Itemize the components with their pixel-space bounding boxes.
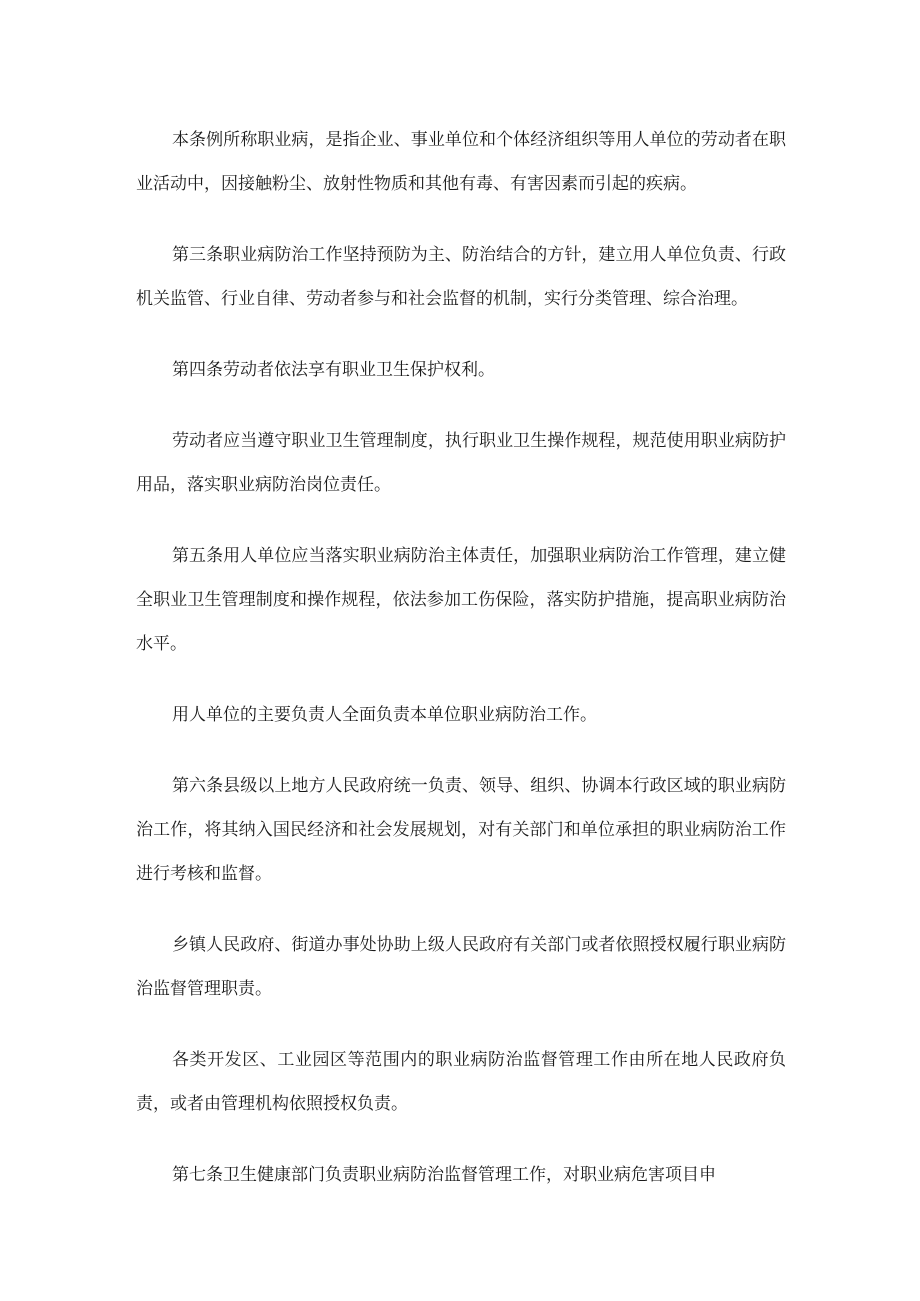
paragraph-article-3: 第三条职业病防治工作坚持预防为主、防治结合的方针，建立用人单位负责、行政机关监管、行业自律、劳动者参与和社会监督的机制，实行分类管理、综合治理。 bbox=[136, 245, 786, 309]
paragraph-township: 乡镇人民政府、街道办事处协助上级人民政府有关部门或者依照授权履行职业病防治监督管理职责。 bbox=[136, 935, 786, 999]
paragraph-worker-duties: 劳动者应当遵守职业卫生管理制度，执行职业卫生操作规程，规范使用职业病防护用品，落实职业病防治岗位责任。 bbox=[136, 431, 786, 495]
paragraph-definition: 本条例所称职业病，是指企业、事业单位和个体经济组织等用人单位的劳动者在职业活动中，因接触粉尘、放射性物质和其他有毒、有害因素而引起的疾病。 bbox=[136, 130, 786, 194]
paragraph-article-6: 第六条县级以上地方人民政府统一负责、领导、组织、协调本行政区域的职业病防治工作，将其纳入国民经济和社会发展规划，对有关部门和单位承担的职业病防治工作进行考核和监督。 bbox=[136, 776, 786, 884]
paragraph-article-4: 第四条劳动者依法享有职业卫生保护权利。 bbox=[172, 360, 495, 380]
paragraph-employer-head: 用人单位的主要负责人全面负责本单位职业病防治工作。 bbox=[172, 705, 597, 725]
paragraph-development-zones: 各类开发区、工业园区等范围内的职业病防治监督管理工作由所在地人民政府负责，或者由管理机构依照授权负责。 bbox=[136, 1050, 786, 1114]
paragraph-article-7: 第七条卫生健康部门负责职业病防治监督管理工作，对职业病危害项目申 bbox=[172, 1165, 716, 1185]
paragraph-article-5: 第五条用人单位应当落实职业病防治主体责任，加强职业病防治工作管理，建立健全职业卫生管理制度和操作规程，依法参加工伤保险，落实防护措施，提高职业病防治水平。 bbox=[136, 546, 786, 654]
